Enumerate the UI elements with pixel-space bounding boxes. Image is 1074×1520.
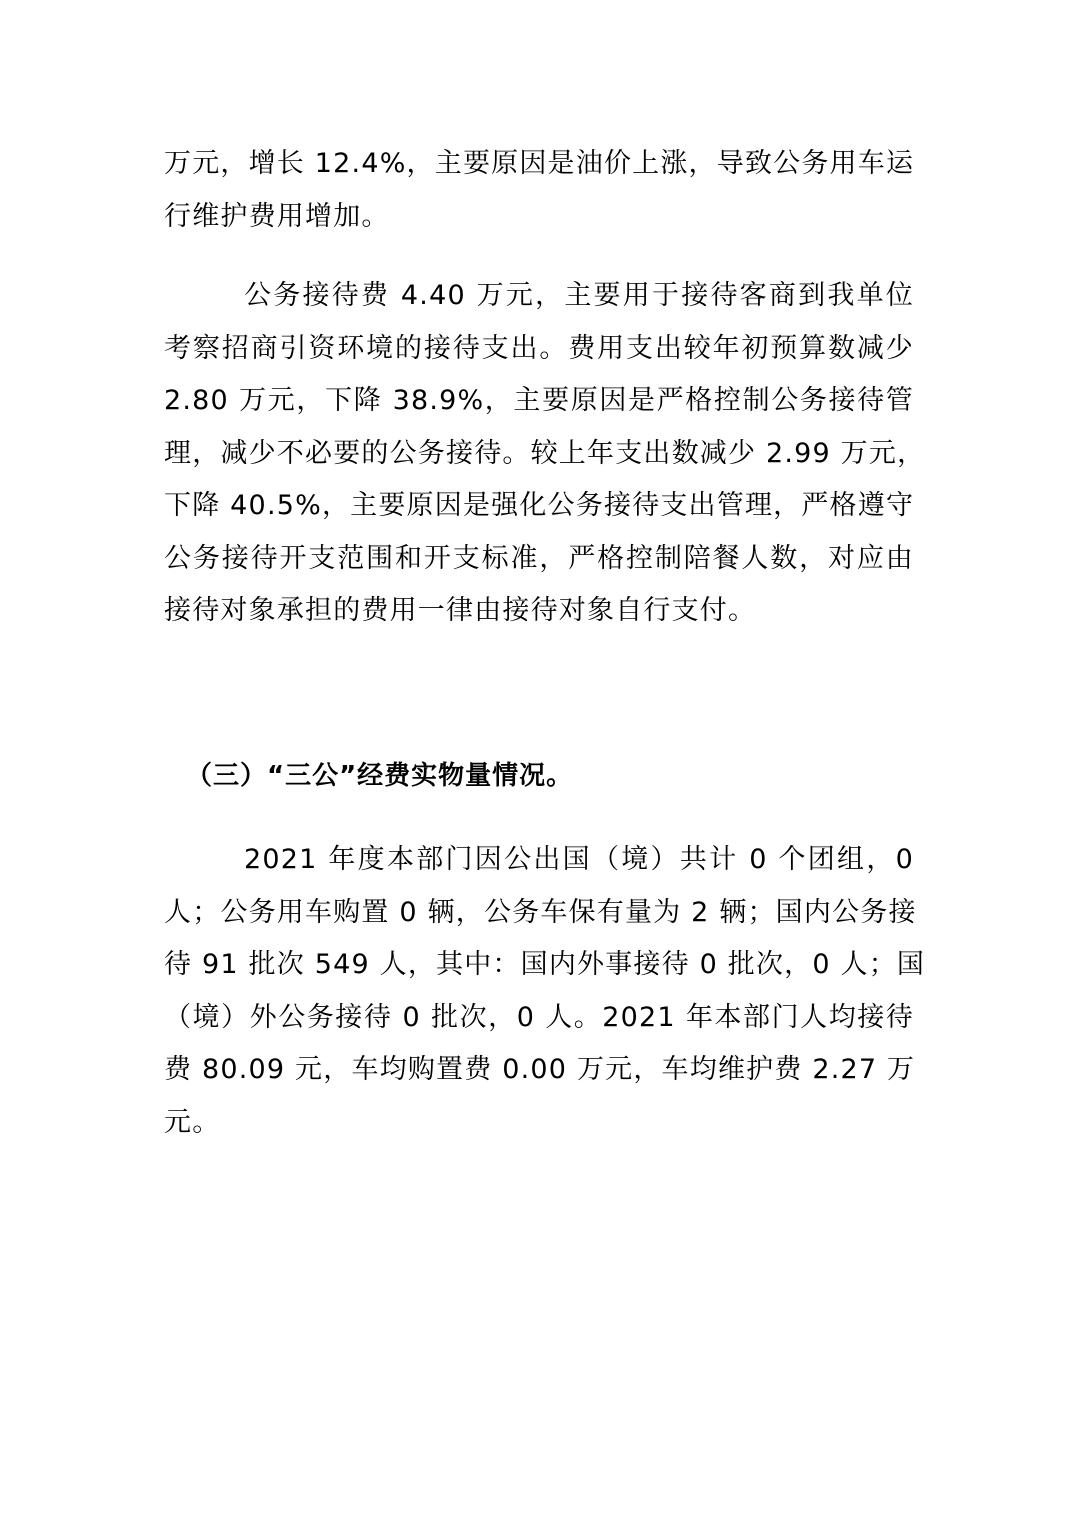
paragraph-physical-quantities bbox=[164, 834, 926, 1149]
text-line: 2.80 万元，下降 38.9%，主要原因是严格控制公务接待管 bbox=[164, 385, 914, 416]
text-line: 元。 bbox=[164, 1106, 221, 1138]
paragraph-reception-expenses bbox=[164, 270, 926, 638]
text-line: 下降 40.5%，主要原因是强化公务接待支出管理，严格遵守 bbox=[164, 490, 915, 521]
text-line: 接待对象承担的费用一律由接待对象自行支付。 bbox=[164, 595, 757, 626]
section-heading: （三）“三公”经费实物量情况。 bbox=[186, 761, 574, 791]
text-line: 行维护费用增加。 bbox=[164, 200, 390, 232]
text-line: 公务接待费 4.40 万元，主要用于接待客商到我单位 bbox=[244, 280, 914, 311]
text-line: 万元，增长 12.4%，主要原因是油价上涨，导致公务用车运 bbox=[164, 148, 915, 179]
text-line: 2021 年度本部门因公出国（境）共计 0 个团组，0 bbox=[244, 844, 914, 875]
text-line: 待 91 批次 549 人，其中：国内外事接待 0 批次，0 人；国 bbox=[164, 949, 926, 980]
text-line: 理，减少不必要的公务接待。较上年支出数减少 2.99 万元， bbox=[164, 437, 926, 469]
paragraph-vehicle-maintenance bbox=[164, 138, 914, 243]
text-line: （境）外公务接待 0 批次，0 人。2021 年本部门人均接待 bbox=[164, 1001, 914, 1033]
text-line: 人；公务用车购置 0 辆，公务车保有量为 2 辆；国内公务接 bbox=[164, 896, 917, 928]
text-line: 公务接待开支范围和开支标准，严格控制陪餐人数，对应由 bbox=[164, 542, 914, 574]
text-line: 费 80.09 元，车均购置费 0.00 万元，车均维护费 2.27 万 bbox=[164, 1054, 916, 1085]
text-line: 考察招商引资环境的接待支出。费用支出较年初预算数减少 bbox=[164, 332, 914, 364]
